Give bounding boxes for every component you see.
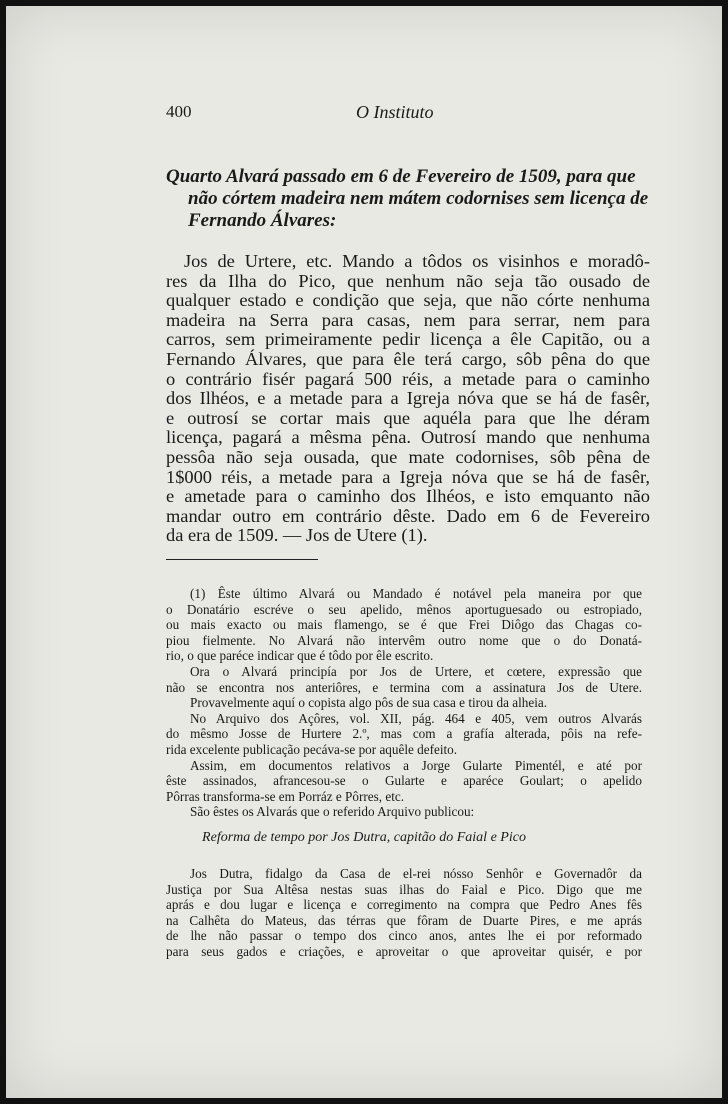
text-line: da era de 1509. — Jos de Utere (1). <box>166 525 428 546</box>
document-line: na Calhêta do Mateus, das térras que fôram de Duarte Pires, e me aprás <box>166 912 642 928</box>
book-page <box>6 6 722 1098</box>
footnote-line: Pôrras transforma-se em Porráz e Pôrres, etc. <box>166 788 405 804</box>
text-line: qualquer estado e condição que seja, que não córte nenhuma <box>166 290 650 311</box>
footnote-line: do mêsmo Josse de Hurtere 2.º, mas com a grafía alterada, pôis na refe- <box>166 726 642 742</box>
footnote-line: o Donatário escréve o seu apelido, mênos aportuguesado ou estropiado, <box>166 601 642 617</box>
text-line: Fernando Álvares, que para êle terá cargo, sôb pêna do que <box>166 348 650 369</box>
footnote-line: Assim, em documentos relativos a Jorge Gularte Pimentél, e até por <box>190 757 642 773</box>
footnote-line: êste assinados, afrancesou-se o Gularte e aparéce Goulart; o apelido <box>166 773 642 789</box>
footnote-line: São êstes os Alvarás que o referido Arquivo publicou: <box>190 804 475 820</box>
running-title: O Instituto <box>356 102 434 122</box>
text-line: o contrário fisér pagará 500 réis, a metade para o caminho <box>166 368 650 389</box>
document-line: aprás e dou lugar e licença e corregimento na compra que Pedro Anes fês <box>166 897 642 913</box>
footnote-divider <box>166 559 318 560</box>
page-header <box>6 102 722 126</box>
footnote-line: não se encontra nos anteriôres, e termina com a assinatura Jos de Utere. <box>166 679 642 695</box>
footnote-line: piou fielmente. No Alvará não intervêm outro nome que o do Donatá- <box>166 632 642 648</box>
text-line: 1$000 réis, a metade para a Igreja nóva que se há de fasêr, <box>166 466 650 487</box>
footnote-line: ou mais exacto ou mais flamengo, se é que Frei Diôgo das Chagas co- <box>166 617 642 633</box>
document-text <box>166 866 642 960</box>
text-line: mandar outro em contrário dêste. Dado em 6 de Fevereiro <box>166 505 650 526</box>
text-line: res da Ilha do Pico, que nenhum não seja tão ousado de <box>166 270 650 291</box>
footnote-line: Ora o Alvará principía por Jos de Urtere, et cœtere, expressão que <box>190 663 642 679</box>
heading-line: não córtem madeira nem mátem codornises sem licença de <box>188 188 649 209</box>
document-title: Reforma de tempo por Jos Dutra, capitão do Faial e Pico <box>202 830 526 845</box>
footnote-line: rida excelente publicação pecáva-se por aquêle defeito. <box>166 741 458 757</box>
footnote-line: (1) Êste último Alvará ou Mandado é notável pela maneira por que <box>190 586 642 601</box>
text-line: licença, pagará a mêsma pêna. Outrosí mando que nenhuma <box>166 427 650 448</box>
document-line: Justiça por Sua Altêsa nestas suas ilhas do Faial e Pico. Digo que me <box>166 881 642 897</box>
text-line: e ametade para o caminho dos Ilhéos, e isto emquanto não <box>166 486 650 507</box>
text-line: Jos de Urtere, etc. Mando a tôdos os visinhos e moradô- <box>184 251 650 271</box>
text-line: carros, sem primeiramente pedir licença a êle Capitão, ou a <box>166 329 650 350</box>
footnote-line: Provavelmente aquí o copista algo pôs de sua casa e tirou da alheia. <box>190 695 548 711</box>
main-text <box>166 252 650 546</box>
document-line: Jos Dutra, fidalgo da Casa de el-rei nósso Senhôr e Governadôr da <box>190 866 642 881</box>
page-number: 400 <box>166 102 192 121</box>
footnote-line: rio, o que paréce indicar que é tôdo por êle escrito. <box>166 648 434 664</box>
heading-line: Quarto Alvará passado em 6 de Fevereiro de 1509, para que <box>166 166 636 187</box>
text-line: pessôa não seja ousada, que mate codornises, sôb pêna de <box>166 446 650 467</box>
document-line: de lhe não passar o tempo dos cinco anos, antes lhe ei por reformado <box>166 928 642 944</box>
text-line: e outrosí se cortar mais que aquéla para que lhe déram <box>166 407 650 428</box>
text-line: dos Ilhéos, e a metade para a Igreja nóva que se há de fasêr, <box>166 388 650 409</box>
section-heading <box>166 166 648 232</box>
text-line: madeira na Serra para casas, nem para serrar, nem para <box>166 309 650 330</box>
heading-line: Fernando Álvares: <box>188 210 337 231</box>
footnotes <box>166 586 642 820</box>
footnote-line: No Arquivo dos Açôres, vol. XII, pág. 464 e 405, vem outros Alvarás <box>190 710 642 726</box>
document-line: para seus gados e criações, e aproveitar o que aproveitar quisér, e por <box>166 943 642 959</box>
